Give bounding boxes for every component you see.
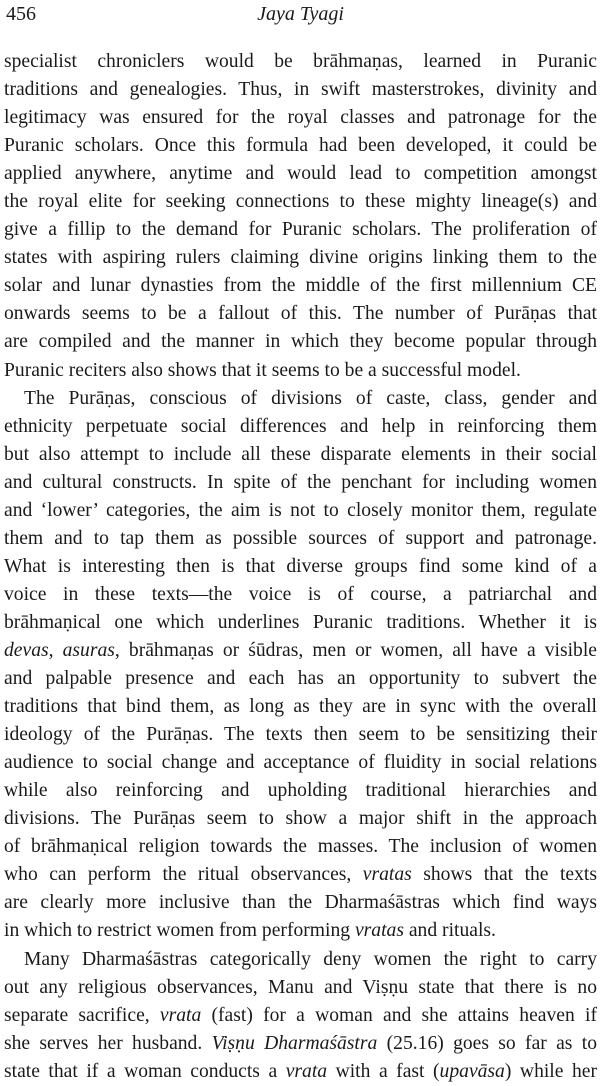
text-line: separate sacrifice, vrata (fast) for a woman and she attains heaven if [4, 1004, 597, 1026]
body-text [4, 48, 597, 1086]
text-line: out any religious observances, Manu and Viṣṇu state that there is no [4, 976, 597, 998]
text-line: onwards seems to be a fallout of this. The number of Purāṇas that [4, 303, 597, 325]
text-line: state that if a woman conducts a vrata with a fast (upavāsa) while her [4, 1060, 597, 1082]
text-line: voice in these texts—the voice is of course, a patriarchal and [4, 583, 597, 605]
text-line: give a fillip to the demand for Puranic scholars. The proliferation of [4, 219, 597, 241]
running-title: Jaya Tyagi [257, 3, 344, 25]
text-line: ethnicity perpetuate social differences and help in reinforcing them [4, 415, 597, 437]
text-line: traditions and genealogies. Thus, in swift masterstrokes, divinity and [4, 79, 597, 101]
text-line: she serves her husband. Viṣṇu Dharmaśāstra (25.16) goes so far as to [4, 1032, 597, 1054]
text-line: but also attempt to include all these disparate elements in their social [4, 443, 597, 465]
paragraph-2 [4, 385, 597, 946]
text-line: solar and lunar dynasties from the middle of the first millennium CE [4, 275, 597, 297]
text-line: What is interesting then is that diverse groups find some kind of a [4, 555, 597, 577]
text-line: and ‘lower’ categories, the aim is not to closely monitor them, regulate [4, 499, 597, 521]
text-line: applied anywhere, anytime and would lead to competition amongst [4, 163, 597, 185]
running-head [4, 0, 597, 32]
text-line: are compiled and the manner in which they become popular through [4, 331, 597, 353]
text-line: brāhmaṇical one which underlines Puranic traditions. Whether it is [4, 611, 597, 633]
text-line: who can perform the ritual observances, vratas shows that the texts [4, 864, 597, 886]
text-line: in which to restrict women from performing vratas and rituals. [4, 920, 496, 942]
text-line: Many Dharmaśāstras categorically deny women the right to carry [24, 948, 597, 970]
text-line: legitimacy was ensured for the royal classes and patronage for the [4, 107, 597, 129]
text-line: while also reinforcing and upholding traditional hierarchies and [4, 780, 597, 802]
text-line: the royal elite for seeking connections to these mighty lineage(s) and [4, 191, 597, 213]
page-number: 456 [6, 3, 36, 25]
text-line: of brāhmaṇical religion towards the masses. The inclusion of women [4, 836, 597, 858]
text-line: and cultural constructs. In spite of the penchant for including women [4, 471, 597, 493]
paragraph-1 [4, 48, 597, 385]
text-line: states with aspiring rulers claiming divine origins linking them to the [4, 247, 597, 269]
text-line: traditions that bind them, as long as they are in sync with the overall [4, 696, 597, 718]
text-line: them and to tap them as possible sources of support and patronage. [4, 527, 597, 549]
paragraph-3 [4, 946, 597, 1086]
text-line: and palpable presence and each has an opportunity to subvert the [4, 668, 597, 690]
text-line: Puranic reciters also shows that it seems to be a successful model. [4, 359, 521, 381]
text-line: audience to social change and acceptance of fluidity in social relations [4, 752, 597, 774]
text-line: specialist chroniclers would be brāhmaṇas, learned in Puranic [4, 51, 597, 72]
text-line: divisions. The Purāṇas seem to show a major shift in the approach [4, 808, 597, 830]
text-line: The Purāṇas, conscious of divisions of caste, class, gender and [24, 387, 597, 409]
text-line: ideology of the Purāṇas. The texts then seem to be sensitizing their [4, 724, 597, 746]
text-line: devas, asuras, brāhmaṇas or śūdras, men or women, all have a visible [4, 639, 597, 661]
text-line: Puranic scholars. Once this formula had been developed, it could be [4, 135, 597, 157]
text-line: are clearly more inclusive than the Dharmaśāstras which find ways [4, 892, 597, 914]
